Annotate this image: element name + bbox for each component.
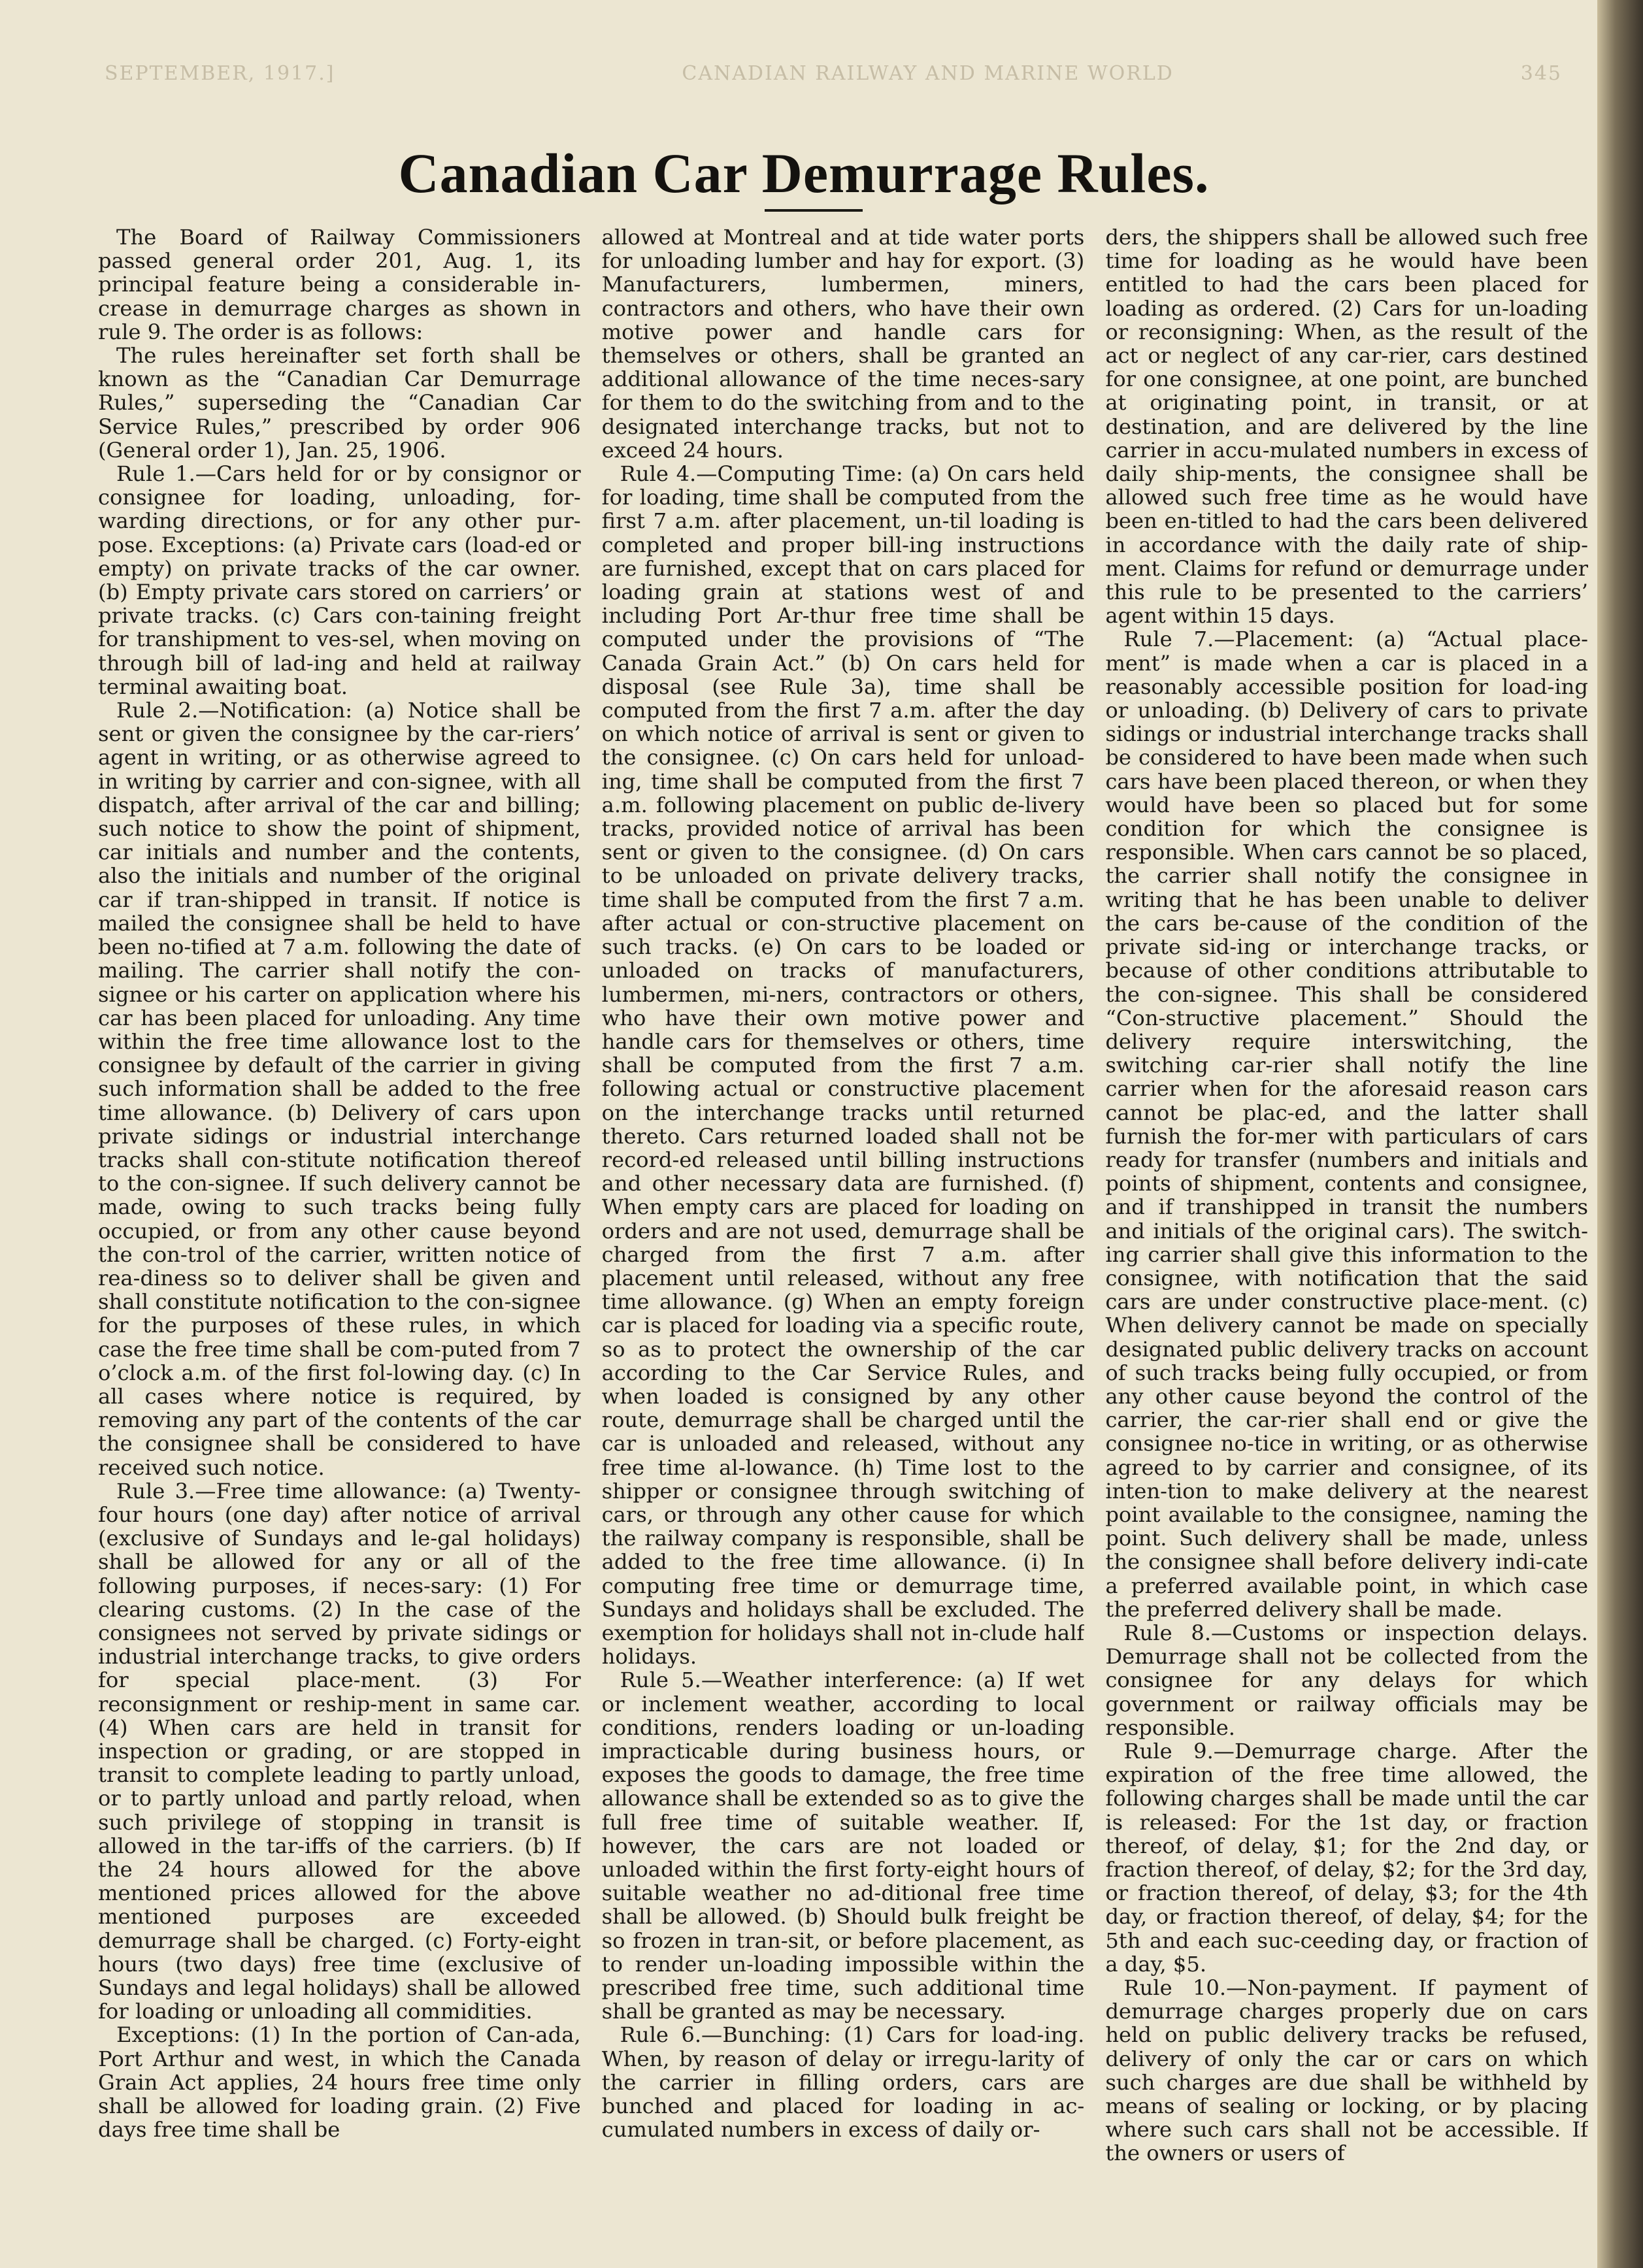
paragraph: Rule 4.—Computing Time: (a) On cars held for loading, time shall be computed from the first 7 a.m. after placement, un-til loading is completed and proper bill-ing instructions are furnished, except that on cars placed for loading grain at stations west of and including Port Ar-thur free time shall be computed under the provisions of “The Canada Grain Act.” (b) On cars held for disposal (see Rule 3a), time shall be computed from the first 7 a.m. after the day on which notice of arrival is sent or given to the consignee. (c) On cars held for unload-ing, time shall be computed from the first 7 a.m. following placement on public de-livery tracks, provided notice of arrival has been sent or given to the consignee. (d) On cars to be unloaded on private delivery tracks, time shall be computed from the first 7 a.m. after actual or con-structive placement on such tracks. (e) On cars to be loaded or unloaded on tracks of manufacturers, lumbermen, mi-ners, contractors or others, who have their own motive power and handle cars for themselves or others, time shall be computed from the first 7 a.m. following actual or constructive placement on the interchange tracks until returned thereto. Cars returned loaded shall not be record-ed released until billing instructions and other necessary data are furnished. (f) When empty cars are placed for loading on orders and are not used, demurrage shall be charged from the first 7 a.m. after placement until released, without any free time allowance. (g) When an empty foreign car is placed for loading via a specific route, so as to protect the ownership of the car according to the Car Service Rules, and when loaded is consigned by any other route, demurrage shall be charged until the car is unloaded and released, without any free time al-lowance. (h) Time lost to the shipper or consignee through switching of cars, or through any other cause for which the railway company is responsible, shall be added to the free time allowance. (i) In computing free time or demurrage time, Sundays and holidays shall be excluded. The exemption for holidays shall not in-clude half holidays.: [601, 461, 1085, 1669]
column-3: [1105, 225, 1588, 2199]
paragraph: Exceptions: (1) In the portion of Can-ada, Port Arthur and west, in which the Canada Grain Act applies, 24 hours free time only shall be allowed for loading grain. (2) Five days free time shall be: [98, 2022, 581, 2143]
paragraph: Rule 5.—Weather interference: (a) If wet or inclement weather, according to local conditions, renders loading or un-loading impracticable during business hours, or exposes the goods to damage, the free time allowance shall be extended so as to give the full free time of suitable weather. If, however, the cars are not loaded or unloaded within the first forty-eight hours of suitable weather no ad-ditional free time shall be allowed. (b) Should bulk freight be so frozen in tran-sit, or before placement, as to render un-loading impossible within the prescribed free time, such additional time shall be granted as may be necessary.: [601, 1668, 1085, 2024]
paragraph: Rule 7.—Placement: (a) “Actual place-ment” is made when a car is placed in a reasonably accessible position for load-ing or unloading. (b) Delivery of cars to private sidings or industrial interchange tracks shall be considered to have been made when such cars have been placed thereon, or when they would have been so placed but for some condition for which the consignee is responsible. When cars cannot be so placed, the carrier shall notify the consignee in writing that he has been unable to deliver the cars be-cause of the condition of the private sid-ing or interchange tracks, or because of other conditions attributable to the con-signee. This shall be considered “Con-structive placement.” Should the delivery require interswitching, the switching car-rier shall notify the line carrier when for the aforesaid reason cars cannot be plac-ed, and the latter shall furnish the for-mer with particulars of cars ready for transfer (numbers and initials and points of shipment, contents and consignee, and if transhipped in transit the numbers and initials of the original cars). The switch-ing carrier shall give this information to the consignee, with notification that the said cars are under constructive place-ment. (c) When delivery cannot be made on specially designated public delivery tracks on account of such tracks being fully occupied, or from any other cause beyond the control of the carrier, the car-rier shall end or give the consignee no-tice in writing, or as otherwise agreed to by carrier and consignee, of its inten-tion to make delivery at the nearest point available to the consignee, naming the point. Such delivery shall be made, unless the consignee shall before delivery indi-cate a preferred available point, in which case the preferred delivery shall be made.: [1105, 627, 1588, 1622]
bleed-center: CANADIAN RAILWAY AND MARINE WORLD: [682, 62, 1174, 85]
paragraph: allowed at Montreal and at tide water ports for unloading lumber and hay for export. (3) Manufacturers, lumbermen, miners, contractors and others, who have their own motive power and handle cars for themselves or others, shall be granted an additional allowance of the time neces-sary for them to do the switching from and to the designated interchange tracks, but not to exceed 24 hours.: [601, 225, 1085, 463]
paragraph: Rule 8.—Customs or inspection delays. Demurrage shall not be collected from the consignee for any delays for which government or railway officials may be responsible.: [1105, 1620, 1588, 1740]
page-title: Canadian Car Demurrage Rules.: [398, 142, 1210, 205]
page-edge: [1597, 0, 1643, 2268]
paragraph: ders, the shippers shall be allowed such free time for loading as he would have been entitled to had the cars been placed for loading as ordered. (2) Cars for un-loading or reconsigning: When, as the result of the act or neglect of any car-rier, cars destined for one consignee, at one point, are bunched at originating point, in transit, or at destination, and are delivered by the line carrier in accu-mulated numbers in excess of daily ship-ments, the consignee shall be allowed such free time as he would have been en-titled to had the cars been delivered in accordance with the daily rate of ship-ment. Claims for refund or demurrage under this rule to be presented to the carriers’ agent within 15 days.: [1105, 225, 1588, 629]
bleed-page-number: 345: [1520, 62, 1562, 85]
paragraph: Rule 6.—Bunching: (1) Cars for load-ing. When, by reason of delay or irregu-larity of the carrier in filling orders, cars are bunched and placed for loading in ac-cumulated numbers in excess of daily or-: [601, 2022, 1085, 2143]
paragraph: The rules hereinafter set forth shall be known as the “Canadian Car Demurrage Rules,” superseding the “Canadian Car Service Rules,” prescribed by order 906 (General order 1), Jan. 25, 1906.: [98, 343, 581, 463]
column-2: [602, 225, 1085, 2199]
paragraph: Rule 3.—Free time allowance: (a) Twenty-four hours (one day) after notice of arrival (exclusive of Sundays and le-gal holidays) shall be allowed for any or all of the following purposes, if neces-sary: (1) For clearing customs. (2) In the case of the consignees not served by private sidings or industrial interchange tracks, to give orders for special place-ment. (3) For reconsignment or reship-ment in same car. (4) When cars are held in transit for inspection or grading, or are stopped in transit to complete leading to partly unload, or to partly unload and partly reload, when such privilege of stopping in transit is allowed in the tar-iffs of the carriers. (b) If the 24 hours allowed for the above mentioned prices allowed for the above mentioned purposes are exceeded demurrage shall be charged. (c) Forty-eight hours (two days) free time (exclusive of Sundays and legal holidays) shall be allowed for loading or unloading all commidities.: [98, 1478, 581, 2024]
article-body: [98, 225, 1588, 2199]
paragraph: Rule 1.—Cars held for or by consignor or consignee for loading, unloading, for-warding directions, or for any other pur-pose. Exceptions: (a) Private cars (load-ed or empty) on private tracks of the car owner. (b) Empty private cars stored on carriers’ or private tracks. (c) Cars con-taining freight for transhipment to ves-sel, when moving on through bill of lad-ing and held at railway terminal awaiting boat.: [98, 461, 581, 699]
column-1: [98, 225, 581, 2199]
paragraph: Rule 2.—Notification: (a) Notice shall be sent or given the consignee by the car-riers’ agent in writing, or as otherwise agreed to in writing by carrier and con-signee, with all dispatch, after arrival of the car and billing; such notice to show the point of shipment, car initials and number and the contents, also the initials and number of the original car if tran-shipped in transit. If notice is mailed the consignee shall be held to have been no-tified at 7 a.m. following the date of mailing. The carrier shall notify the con-signee or his carter on application where his car has been placed for unloading. Any time within the free time allowance lost to the consignee by default of the carrier in giving such information shall be added to the free time allowance. (b) Delivery of cars upon private sidings or industrial interchange tracks shall con-stitute notification thereof to the con-signee. If such delivery cannot be made, owing to such tracks being fully occupied, or from any other cause beyond the con-trol of the carrier, written notice of rea-diness so to deliver shall be given and shall constitute notification to the con-signee for the purposes of these rules, in which case the free time shall be com-puted from 7 o’clock a.m. of the first fol-lowing day. (c) In all cases where notice is required, by removing any part of the contents of the car the consignee shall be considered to have received such notice.: [98, 698, 581, 1480]
bleed-through-header: [105, 62, 1562, 85]
paragraph: The Board of Railway Commissioners passed general order 201, Aug. 1, its principal feature being a considerable in-crease in demurrage charges as shown in rule 9. The order is as follows:: [98, 225, 581, 344]
bleed-left: SEPTEMBER, 1917.]: [105, 62, 335, 85]
paragraph: Rule 9.—Demurrage charge. After the expiration of the free time allowed, the following charges shall be made until the car is released: For the 1st day, or fraction thereof, of delay, $1; for the 2nd day, or fraction thereof, of delay, $2; for the 3rd day, or fraction thereof, of delay, $3; for the 4th day, or fraction thereof, of delay, $4; for the 5th and each suc-ceeding day, or fraction of a day, $5.: [1105, 1739, 1588, 1977]
paragraph: Rule 10.—Non-payment. If payment of demurrage charges properly due on cars held on public delivery tracks be refused, delivery of only the car or cars on which such charges are due shall be withheld by means of sealing or locking, or by placing where such cars shall not be accessible. If the owners or users of: [1105, 1975, 1588, 2166]
title-rule: [765, 209, 863, 212]
